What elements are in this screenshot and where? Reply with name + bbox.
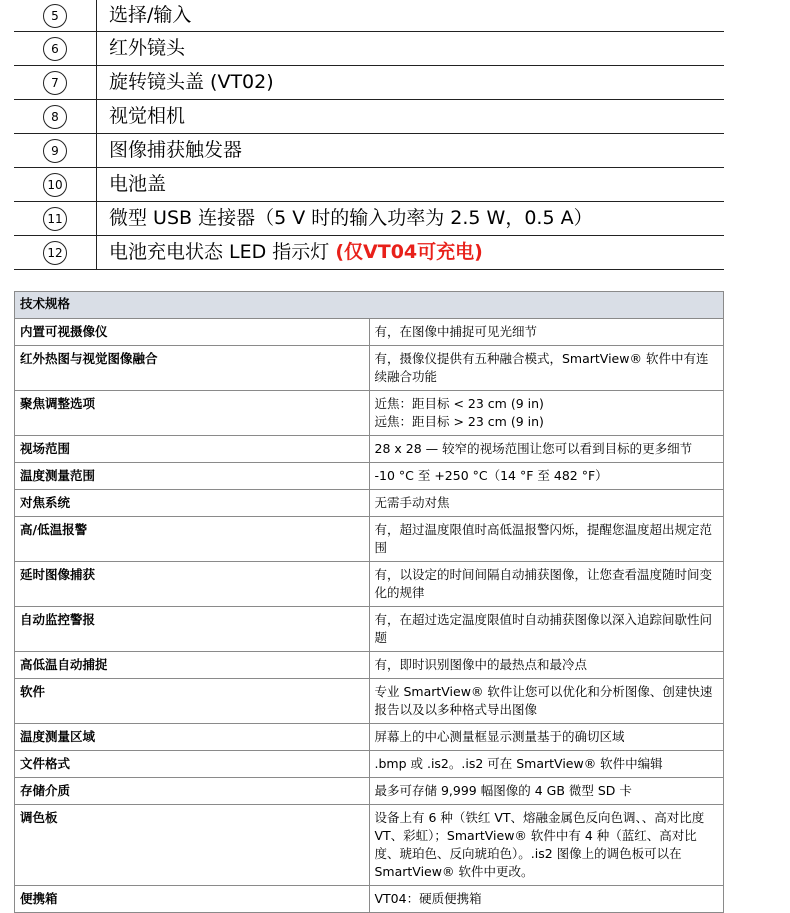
- part-number-badge: 7: [43, 71, 67, 95]
- spec-key: 延时图像捕获: [15, 562, 370, 607]
- spec-row: [15, 517, 724, 562]
- spec-value: [369, 751, 724, 778]
- spec-key: 高/低温报警: [15, 517, 370, 562]
- spec-row: [15, 751, 724, 778]
- spec-value-line: 有，以设定的时间间隔自动捕获图像，让您查看温度随时间变化的规律: [374, 567, 713, 600]
- spec-key: 自动监控警报: [15, 607, 370, 652]
- spec-value: [369, 436, 724, 463]
- parts-row: [14, 32, 724, 66]
- spec-value-line: 28 x 28 — 较窄的视场范围让您可以看到目标的更多细节: [374, 441, 693, 456]
- part-label: 红外镜头: [97, 32, 725, 66]
- spec-value-line: 远焦：距目标 > 23 cm (9 in): [374, 414, 544, 429]
- spec-value: [369, 886, 724, 913]
- spec-header-row: [15, 292, 724, 319]
- parts-row: [14, 100, 724, 134]
- spec-table: [14, 291, 724, 913]
- spec-value-line: .bmp 或 .is2。.is2 可在 SmartView® 软件中编辑: [374, 756, 663, 771]
- spec-value: [369, 778, 724, 805]
- spec-row: [15, 805, 724, 886]
- spec-row: [15, 490, 724, 517]
- part-label: 旋转镜头盖 (VT02): [97, 66, 725, 100]
- spec-key: 便携箱: [15, 886, 370, 913]
- spec-value: [369, 391, 724, 436]
- spec-row: [15, 724, 724, 751]
- part-label: 选择/输入: [97, 0, 725, 32]
- spec-row: [15, 319, 724, 346]
- spec-value: [369, 679, 724, 724]
- spec-value: [369, 607, 724, 652]
- spec-value-line: 有，超过温度限值时高低温报警闪烁，提醒您温度超出规定范围: [374, 522, 713, 555]
- spec-row: [15, 562, 724, 607]
- spec-row: [15, 391, 724, 436]
- charge-note: (仅VT04可充电): [335, 241, 483, 263]
- spec-row: [15, 886, 724, 913]
- spec-key: 聚焦调整选项: [15, 391, 370, 436]
- spec-value-line: 专业 SmartView® 软件让您可以优化和分析图像、创建快速报告以及以多种格式导出图像: [374, 684, 713, 717]
- part-label: 图像捕获触发器: [97, 134, 725, 168]
- spec-key: 红外热图与视觉图像融合: [15, 346, 370, 391]
- spec-value: [369, 517, 724, 562]
- spec-value-line: 有，在超过选定温度限值时自动捕获图像以深入追踪间歇性问题: [374, 612, 713, 645]
- spec-key: 视场范围: [15, 436, 370, 463]
- spec-key: 存储介质: [15, 778, 370, 805]
- part-number-badge: 8: [43, 105, 67, 129]
- spec-row: [15, 607, 724, 652]
- part-label: 微型 USB 连接器（5 V 时的输入功率为 2.5 W，0.5 A）: [97, 202, 725, 236]
- spec-value: [369, 490, 724, 517]
- spec-key: 温度测量范围: [15, 463, 370, 490]
- part-number-badge: 6: [43, 37, 67, 61]
- spec-row: [15, 679, 724, 724]
- parts-list: [14, 0, 724, 270]
- parts-row: [14, 236, 724, 270]
- spec-row: [15, 346, 724, 391]
- parts-row: [14, 134, 724, 168]
- spec-value-line: 最多可存储 9,999 幅图像的 4 GB 微型 SD 卡: [374, 783, 632, 798]
- spec-value: [369, 652, 724, 679]
- spec-value: [369, 724, 724, 751]
- parts-row: [14, 202, 724, 236]
- spec-key: 温度测量区域: [15, 724, 370, 751]
- spec-value-line: 无需手动对焦: [374, 495, 450, 510]
- spec-value: [369, 805, 724, 886]
- part-number-badge: 5: [43, 4, 67, 28]
- spec-key: 调色板: [15, 805, 370, 886]
- spec-value-line: 有，在图像中捕捉可见光细节: [374, 324, 538, 339]
- spec-row: [15, 652, 724, 679]
- part-label: 电池充电状态 LED 指示灯: [109, 241, 330, 263]
- spec-key: 软件: [15, 679, 370, 724]
- parts-row: [14, 0, 724, 32]
- spec-header: 技术规格: [15, 292, 724, 319]
- spec-value: [369, 562, 724, 607]
- spec-value: [369, 346, 724, 391]
- spec-row: [15, 778, 724, 805]
- parts-row: [14, 66, 724, 100]
- spec-value-line: 有，即时识别图像中的最热点和最冷点: [374, 657, 588, 672]
- spec-value-line: 近焦：距目标 < 23 cm (9 in): [374, 396, 544, 411]
- spec-key: 高低温自动捕捉: [15, 652, 370, 679]
- spec-row: [15, 436, 724, 463]
- part-number-badge: 10: [43, 173, 67, 197]
- spec-value: [369, 463, 724, 490]
- spec-key: 文件格式: [15, 751, 370, 778]
- part-label: 电池盖: [97, 168, 725, 202]
- spec-value: [369, 319, 724, 346]
- part-number-badge: 9: [43, 139, 67, 163]
- spec-value-line: VT04：硬质便携箱: [374, 891, 482, 906]
- spec-value-line: 屏幕上的中心测量框显示测量基于的确切区域: [374, 729, 625, 744]
- parts-row: [14, 168, 724, 202]
- part-label: 视觉相机: [97, 100, 725, 134]
- part-number-badge: 12: [43, 241, 67, 265]
- spec-value-line: 设备上有 6 种（铁红 VT、熔融金属色反向色调、、高对比度 VT、彩虹）；SmartView® 软件中有 4 种（蓝红、高对比度、琥珀色、反向琥珀色）。.is2 图像上的调色板可以在 SmartView® 软件中更改。: [374, 810, 705, 879]
- spec-row: [15, 463, 724, 490]
- part-number-badge: 11: [43, 207, 67, 231]
- spec-value-line: 有，摄像仪提供有五种融合模式，SmartView® 软件中有连续融合功能: [374, 351, 709, 384]
- spec-value-line: -10 °C 至 +250 °C（14 °F 至 482 °F）: [374, 468, 608, 483]
- spec-key: 内置可视摄像仪: [15, 319, 370, 346]
- spec-key: 对焦系统: [15, 490, 370, 517]
